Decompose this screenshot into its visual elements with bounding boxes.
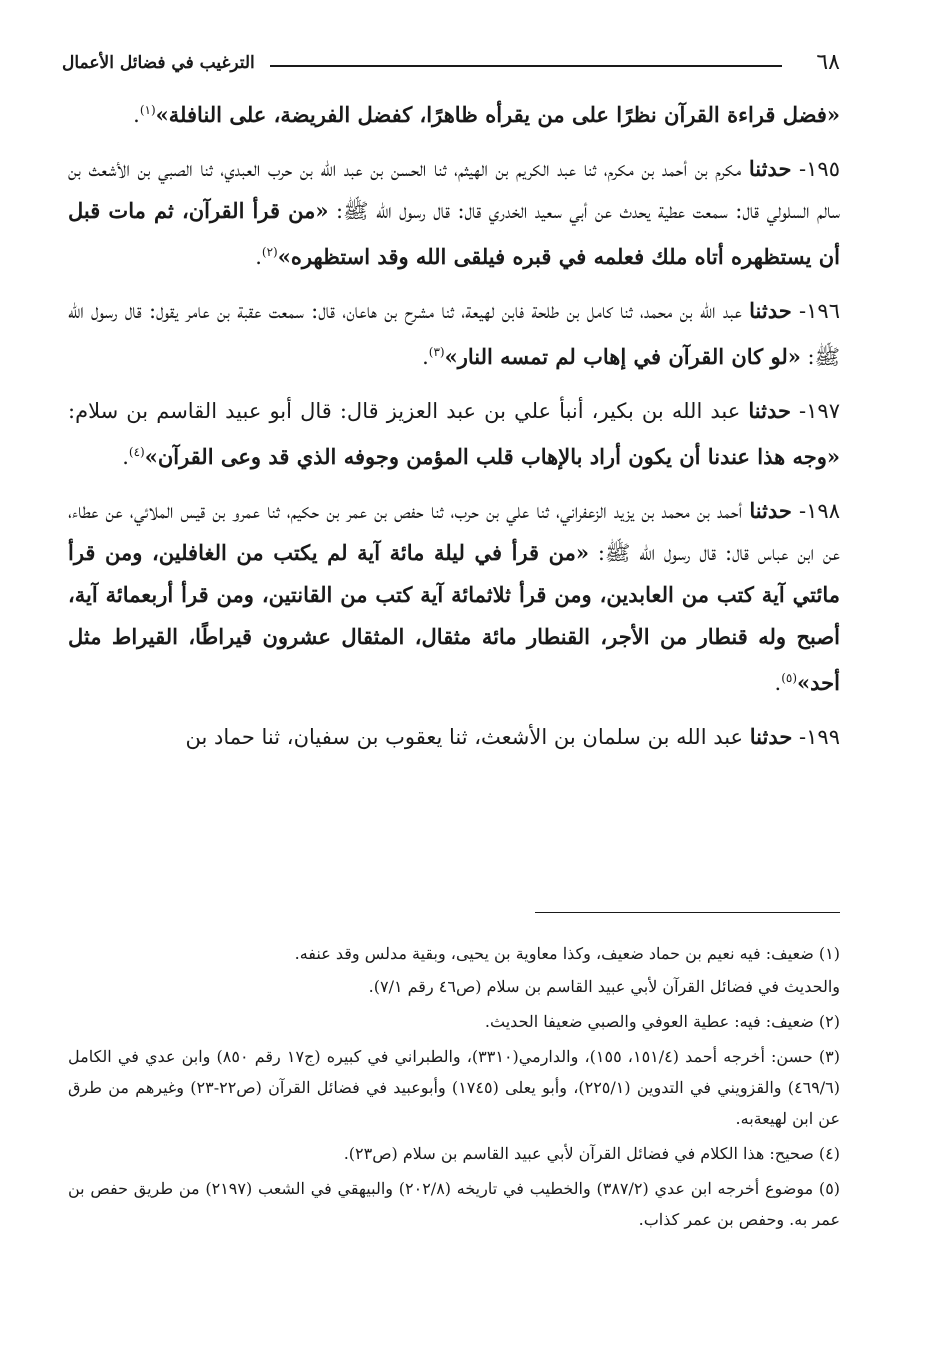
isnad-chain: أحمد بن محمد بن يزيد الزعفراني، ثنا علي بن حرب، ثنا حفص بن عمر بن حكيم، ثنا عمرو بن قيس الملائي، عن عطاء، عن ابن عباس قال: قال رسول الله ﷺ: — [68, 499, 841, 565]
footnote-1: (١) ضعيف: فيه نعيم بن حماد ضعيف، وكذا معاوية بن يحيى، وبقية مدلس وقد عنفه. — [294, 944, 840, 963]
hadith-197: ١٩٧- حدثنا عبد الله بن بكير، أنبأ علي بن عبد العزيز قال: قال أبو عبيد القاسم بن سلام: «وجه هذا عندنا أن يكون أراد بالإهاب قلب المؤمن وجوفه الذي قد وعى القرآن»$^{(٤)}$. — [68, 398, 840, 469]
main-text — [68, 90, 840, 770]
hadith-195: ١٩٥- حدثنا مكرم بن أحمد بن مكرم، ثنا عبد الكريم بن الهيثم، ثنا الحسن بن عبد الله بن حرب العبدي، ثنا الصبي بن الأشعث بن سالم السلولي قال: سمعت عطية يحدث عن أبي سعيد الخدري قال: قال رسول الله ﷺ: «من قرأ القرآن، ثم مات قبل أن يستظهره أتاه ملك فعلمه في قبره فيلقى الله وقد استظهره»$^{(٢)}$. — [68, 156, 840, 269]
hadith-number: ١٩٩- — [792, 725, 840, 749]
hadith-199 — [68, 716, 840, 758]
footnote-ref: (٢) — [261, 245, 278, 259]
isnad-chain: عبد الله بن بكير، أنبأ علي بن عبد العزيز قال: قال أبو عبيد القاسم بن سلام: — [68, 399, 749, 423]
hadith-198: ١٩٨- حدثنا أحمد بن محمد بن يزيد الزعفراني، ثنا علي بن حرب، ثنا حفص بن عمر بن حكيم، ثنا عمرو بن قيس الملائي، عن عطاء، عن ابن عباس قال: قال رسول الله ﷺ: «من قرأ في ليلة مائة آية لم يكتب من الغافلين، ومن قرأ مائتي آية كتب من العابدين، ومن قرأ ثلاثمائة آية كتب من القانتين، ومن قرأ أربعمائة آية، أصبح وله قنطار من الأجر، القنطار مائة مثقال، المثقال عشرون قيراطًا، القيراط مثل أحد»$^{(٥)}$. — [68, 498, 841, 695]
hadith-quote: «لو كان القرآن في إهاب لم تمسه النار» — [444, 344, 801, 369]
footnote-2: (٢) ضعيف: فيه: عطية العوفي والصبي ضعيفا الحديث. — [484, 1012, 840, 1031]
footnote-3: (٣) حسن: أخرجه أحمد (١٥١/٤، ١٥٥)، والدارمي(٣٣١٠)، والطبراني في كبيره (ج١٧ رقم ٨٥٠) وابن عدي في الكامل (٤٦٩/٦) والقزويني في التدوين (٢٢٥/١)، وأبو يعلى (١٧٤٥) وأبوعبيد في فضائل القرآن (ص٢٢-٢٣) وغيرهم من طرق عن ابن لهيعةبه. — [68, 1047, 841, 1128]
header-rule — [270, 65, 782, 67]
footnote-5: (٥) موضوع أخرجه ابن عدي (٣٨٧/٢) والخطيب في تاريخه (٢٠٢/٨) والبيهقي في الشعب (٢١٩٧) من طريق حفص بن عمر به. وحفص بن عمر كذاب. — [68, 1179, 841, 1229]
footnote-ref: (٣) — [428, 345, 445, 359]
isnad-chain: عبد الله بن سلمان بن الأشعث، ثنا يعقوب بن سفيان، ثنا حماد بن — [185, 725, 750, 749]
footnote-ref: (٤) — [128, 445, 145, 459]
hadith-quote: «فضل قراءة القرآن نظرًا على من يقرأه ظاهرًا، كفضل الفريضة، على النافلة» — [155, 102, 840, 127]
hadith-196: ١٩٦- حدثنا عبد الله بن محمد، ثنا كامل بن طلحة فابن لهيعة، ثنا مشرح بن هاعان، قال: سمعت عقبة بن عامر يقول: قال رسول الله ﷺ: «لو كان القرآن في إهاب لم تمسه النار»$^{(٣)}$. — [68, 298, 840, 369]
hadith-continuation: «فضل قراءة القرآن نظرًا على من يقرأه ظاهرًا، كفضل الفريضة، على النافلة»$^{(١)}$. — [133, 102, 840, 127]
footnote-ref: (١) — [139, 103, 156, 117]
hadith-number: ١٩٧- — [790, 399, 840, 423]
hadith-opening: حدثنا — [749, 298, 792, 323]
running-head — [62, 48, 840, 78]
footnote-separator — [535, 912, 840, 913]
footnotes — [68, 938, 840, 1239]
hadith-opening: حدثنا — [749, 498, 792, 523]
footnote-4: (٤) صحيح: هذا الكلام في فضائل القرآن لأبي عبيد القاسم بن سلام (ص٢٣). — [343, 1144, 840, 1163]
hadith-number: ١٩٦- — [791, 299, 840, 323]
hadith-quote: «وجه هذا عندنا أن يكون أراد بالإهاب قلب المؤمن وجوفه الذي قد وعى القرآن» — [144, 444, 840, 469]
isnad-chain: مكرم بن أحمد بن مكرم، ثنا عبد الكريم بن الهيثم، ثنا الحسن بن عبد الله بن حرب العبدي، ثنا الصبي بن الأشعث بن سالم السلولي قال: سمعت عطية يحدث عن أبي سعيد الخدري قال: قال رسول الله ﷺ: — [68, 157, 840, 223]
footnote-1-continued: والحديث في فضائل القرآن لأبي عبيد القاسم بن سلام (ص٤٦ رقم ٧/١). — [368, 977, 840, 996]
hadith-quote: «من قرأ القرآن، ثم مات قبل أن يستظهره أتاه ملك فعلمه في قبره فيلقى الله وقد استظهره» — [68, 198, 840, 269]
hadith-number: ١٩٨- — [791, 499, 840, 523]
hadith-quote: «من قرأ في ليلة مائة آية لم يكتب من الغافلين، ومن قرأ مائتي آية كتب من العابدين، ومن قرأ ثلاثمائة آية كتب من القانتين، ومن قرأ أربعمائة آية، أصبح وله قنطار من الأجر، القنطار مائة مثقال، المثقال عشرون قيراطًا، القيراط مثل أحد» — [68, 540, 840, 695]
hadith-opening: حدثنا — [748, 398, 791, 423]
hadith-opening: حدثنا — [749, 724, 793, 749]
page-number: ٦٨ — [816, 50, 840, 75]
isnad-chain: عبد الله بن محمد، ثنا كامل بن طلحة فابن لهيعة، ثنا مشرح بن هاعان، قال: سمعت عقبة بن عامر يقول: قال رسول الله ﷺ: — [68, 299, 840, 369]
footnote-ref: (٥) — [781, 671, 798, 685]
hadith-number: ١٩٥- — [791, 157, 840, 181]
hadith-opening: حدثنا — [748, 156, 792, 181]
running-title: الترغيب في فضائل الأعمال — [62, 53, 255, 73]
